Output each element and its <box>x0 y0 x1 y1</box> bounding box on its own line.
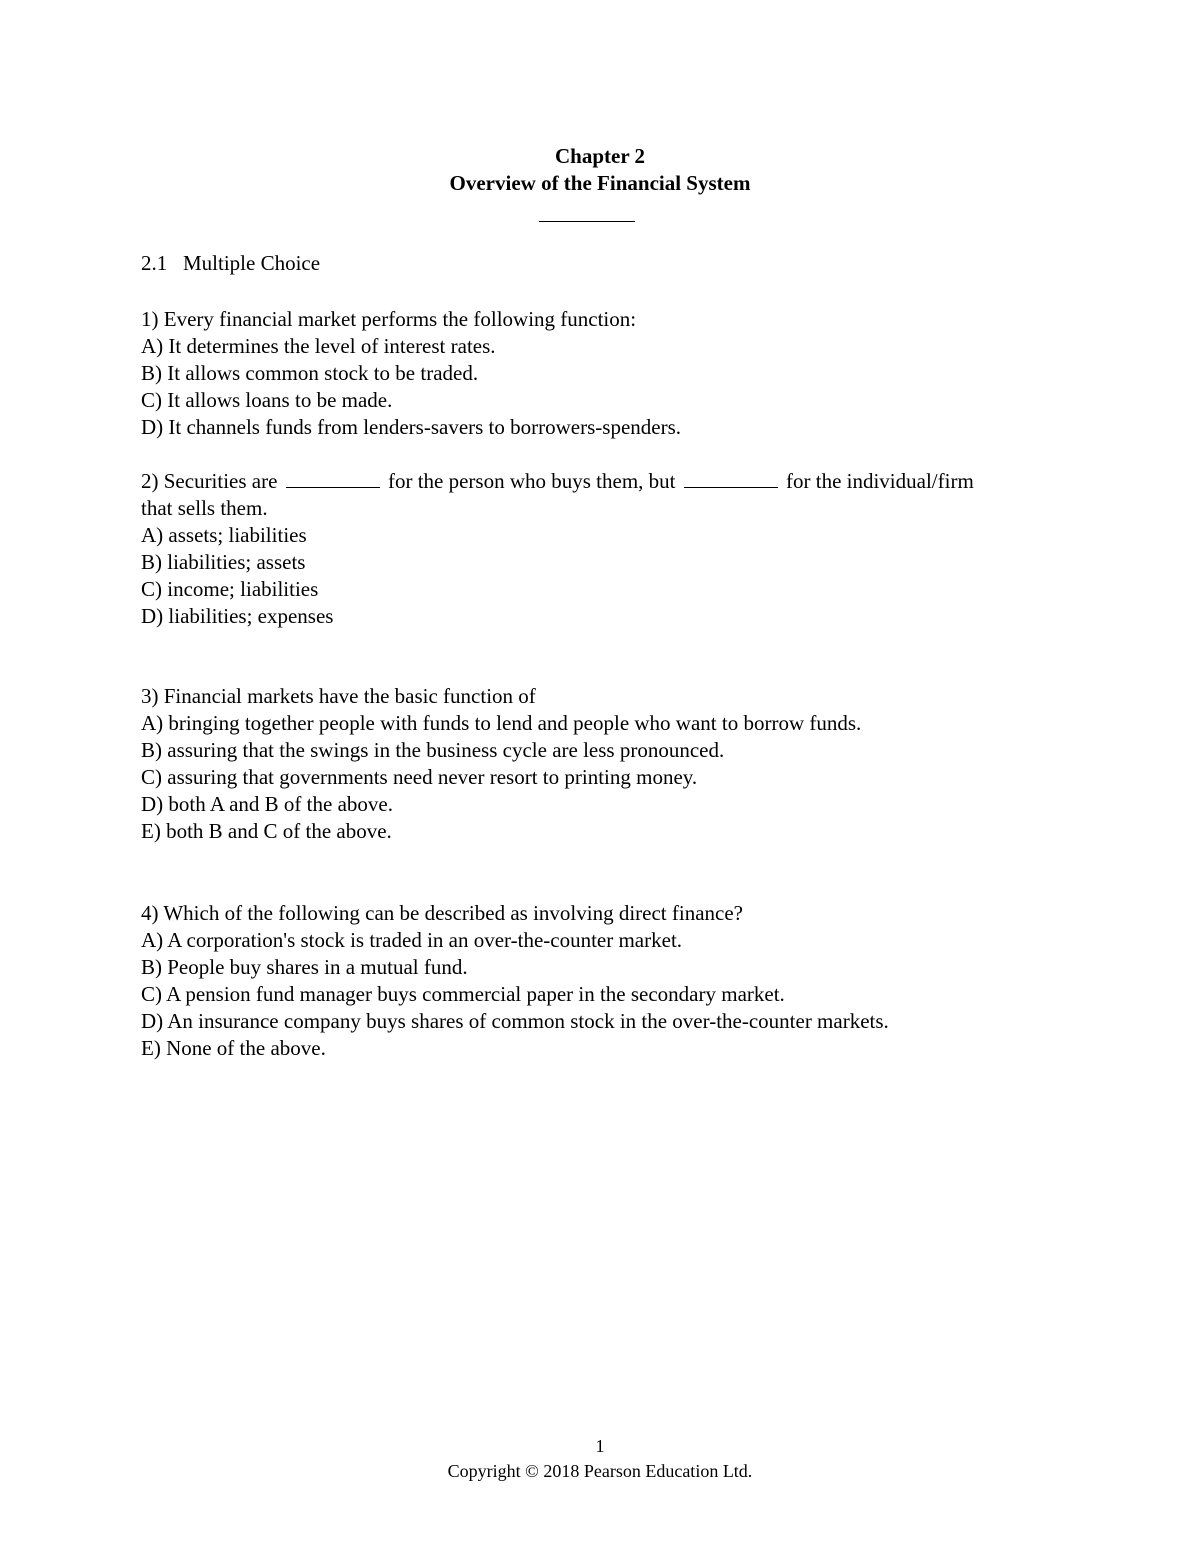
question-stem: 1) Every financial market performs the following function: <box>141 307 637 331</box>
question-stem: 4) Which of the following can be described as involving direct finance? <box>141 901 743 925</box>
answer-blank <box>286 469 380 488</box>
chapter-title: Overview of the Financial System <box>449 171 751 195</box>
answer-option: A) bringing together people with funds to lend and people who want to borrow funds. <box>141 711 862 735</box>
question-stem <box>141 468 1061 495</box>
answer-option: E) both B and C of the above. <box>141 819 392 843</box>
answer-option: B) It allows common stock to be traded. <box>141 361 479 385</box>
section-name: Multiple Choice <box>183 251 321 275</box>
page-number: 1 <box>595 1436 605 1456</box>
copyright-notice: Copyright © 2018 Pearson Education Ltd. <box>447 1461 753 1481</box>
answer-option: C) It allows loans to be made. <box>141 388 393 412</box>
stem-part: for the person who buys them, but <box>387 469 676 493</box>
answer-option: B) assuring that the swings in the business cycle are less pronounced. <box>141 738 725 762</box>
question-1 <box>141 306 1061 441</box>
answer-option: D) both A and B of the above. <box>141 792 393 816</box>
answer-option: D) It channels funds from lenders-savers to borrowers-spenders. <box>141 415 682 439</box>
answer-option: C) income; liabilities <box>141 577 319 601</box>
question-stem-continued: that sells them. <box>141 496 268 520</box>
answer-option: A) A corporation's stock is traded in an over-the-counter market. <box>141 928 683 952</box>
answer-option: B) People buy shares in a mutual fund. <box>141 955 468 979</box>
answer-option: D) liabilities; expenses <box>141 604 334 628</box>
answer-option: A) It determines the level of interest rates. <box>141 334 496 358</box>
question-2 <box>141 468 1061 630</box>
answer-option: D) An insurance company buys shares of common stock in the over-the-counter markets. <box>141 1009 889 1033</box>
title-underline <box>539 221 635 222</box>
answer-option: C) A pension fund manager buys commercial paper in the secondary market. <box>141 982 785 1006</box>
answer-option: E) None of the above. <box>141 1036 326 1060</box>
stem-part: 2) Securities are <box>141 469 278 493</box>
answer-option: A) assets; liabilities <box>141 523 307 547</box>
section-heading <box>141 250 320 277</box>
section-number: 2.1 <box>141 251 168 275</box>
chapter-number: Chapter 2 <box>554 144 646 168</box>
answer-option: C) assuring that governments need never resort to printing money. <box>141 765 698 789</box>
stem-part: for the individual/firm <box>786 469 974 493</box>
question-stem: 3) Financial markets have the basic function of <box>141 684 536 708</box>
question-3 <box>141 683 1061 845</box>
question-4 <box>141 900 1061 1062</box>
answer-blank <box>684 469 778 488</box>
answer-option: B) liabilities; assets <box>141 550 306 574</box>
